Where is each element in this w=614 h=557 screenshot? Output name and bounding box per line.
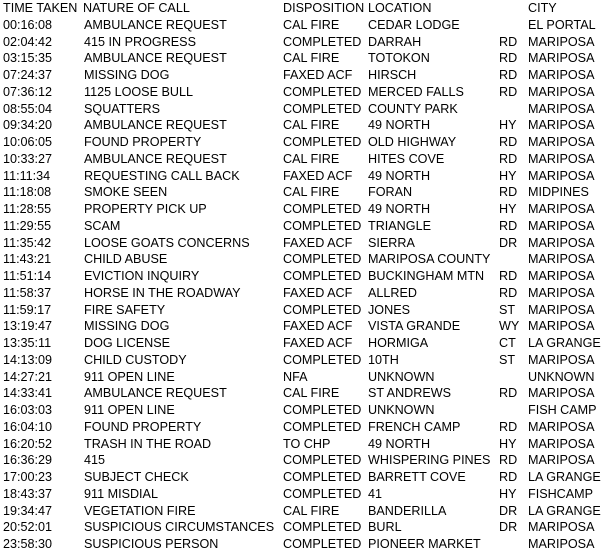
cell-street-suffix: RD bbox=[499, 84, 518, 99]
table-row bbox=[0, 536, 614, 553]
table-row bbox=[0, 34, 614, 51]
cell-street-suffix: CT bbox=[499, 336, 516, 350]
cell-nature-of-call: REQUESTING CALL BACK bbox=[84, 168, 240, 183]
cell-city: MARIPOSA bbox=[528, 135, 595, 149]
table-row bbox=[0, 503, 614, 520]
cell-city: UNKNOWN bbox=[528, 369, 595, 384]
cell-location: COUNTY PARK bbox=[368, 101, 458, 116]
cell-nature-of-call: VEGETATION FIRE bbox=[84, 503, 196, 518]
cell-city: FISHCAMP bbox=[528, 486, 594, 501]
cell-street-suffix: ST bbox=[499, 302, 516, 317]
cell-city: MARIPOSA bbox=[528, 84, 595, 99]
table-row bbox=[0, 218, 614, 235]
cell-nature-of-call: AMBULANCE REQUEST bbox=[84, 151, 227, 166]
cell-disposition: CAL FIRE bbox=[283, 386, 340, 401]
cell-time-taken: 18:43:37 bbox=[3, 486, 53, 501]
cell-street-suffix: RD bbox=[499, 185, 518, 200]
cell-time-taken: 13:35:11 bbox=[3, 336, 52, 350]
cell-time-taken: 16:03:03 bbox=[3, 403, 53, 417]
cell-street-suffix: HY bbox=[499, 118, 517, 133]
cell-street-suffix: RD bbox=[499, 269, 518, 283]
cell-city: MARIPOSA bbox=[528, 319, 595, 334]
table-row bbox=[0, 168, 614, 185]
cell-street-suffix: RD bbox=[499, 218, 518, 233]
cell-time-taken: 11:29:55 bbox=[3, 218, 52, 233]
cell-nature-of-call: AMBULANCE REQUEST bbox=[84, 17, 227, 32]
cell-location: BURL bbox=[368, 520, 402, 535]
table-row bbox=[0, 251, 614, 268]
cell-city: MARIPOSA bbox=[528, 218, 595, 233]
table-row bbox=[0, 486, 614, 503]
cell-city: MIDPINES bbox=[528, 185, 589, 200]
cell-location: UNKNOWN bbox=[368, 369, 435, 384]
cell-street-suffix: RD bbox=[499, 68, 518, 82]
cell-nature-of-call: AMBULANCE REQUEST bbox=[84, 386, 227, 401]
cell-city: MARIPOSA bbox=[528, 520, 595, 535]
table-row bbox=[0, 469, 614, 486]
cell-location: 49 NORTH bbox=[368, 436, 431, 451]
cell-city: LA GRANGE bbox=[528, 503, 601, 518]
cell-disposition: COMPLETED bbox=[283, 403, 362, 417]
table-row bbox=[0, 134, 614, 151]
table-row bbox=[0, 436, 614, 453]
table-row bbox=[0, 285, 614, 302]
cell-location: FORAN bbox=[368, 185, 413, 200]
cell-city: MARIPOSA bbox=[528, 168, 595, 183]
cell-street-suffix: RD bbox=[499, 135, 518, 149]
cell-location: HITES COVE bbox=[368, 151, 445, 166]
cell-nature-of-call: DOG LICENSE bbox=[84, 336, 171, 350]
cell-time-taken: 23:58:30 bbox=[3, 537, 53, 551]
cell-disposition: COMPLETED bbox=[283, 302, 362, 317]
cell-disposition: COMPLETED bbox=[283, 537, 362, 551]
cell-disposition: CAL FIRE bbox=[283, 151, 340, 166]
cell-location: SIERRA bbox=[368, 235, 415, 250]
cell-city: MARIPOSA bbox=[528, 252, 595, 267]
cell-city: LA GRANGE bbox=[528, 336, 601, 350]
cell-time-taken: 00:16:08 bbox=[3, 17, 53, 32]
cell-disposition: COMPLETED bbox=[283, 202, 362, 216]
cell-nature-of-call: SUSPICIOUS PERSON bbox=[84, 537, 219, 551]
cell-street-suffix: RD bbox=[499, 453, 518, 468]
table-row bbox=[0, 84, 614, 101]
cell-nature-of-call: FOUND PROPERTY bbox=[84, 419, 202, 434]
cell-location: 49 NORTH bbox=[368, 168, 431, 183]
cell-disposition: FAXED ACF bbox=[283, 285, 353, 300]
cell-location: HIRSCH bbox=[368, 68, 417, 82]
cell-time-taken: 17:00:23 bbox=[3, 470, 53, 484]
cell-disposition: COMPLETED bbox=[283, 470, 362, 484]
table-row bbox=[0, 369, 614, 386]
cell-time-taken: 14:13:09 bbox=[3, 352, 53, 367]
cell-time-taken: 02:04:42 bbox=[3, 34, 53, 49]
table-row bbox=[0, 67, 614, 84]
cell-nature-of-call: SMOKE SEEN bbox=[84, 185, 168, 200]
cell-location: 10TH bbox=[368, 352, 399, 367]
cell-nature-of-call: 415 IN PROGRESS bbox=[84, 34, 196, 49]
table-row bbox=[0, 335, 614, 352]
cell-street-suffix: HY bbox=[499, 168, 517, 183]
table-row bbox=[0, 268, 614, 285]
cell-street-suffix: RD bbox=[499, 34, 518, 49]
cell-street-suffix: RD bbox=[499, 419, 518, 434]
cell-street-suffix: DR bbox=[499, 520, 518, 535]
cell-city: MARIPOSA bbox=[528, 34, 595, 49]
cell-nature-of-call: PROPERTY PICK UP bbox=[84, 202, 207, 216]
cell-street-suffix: ST bbox=[499, 352, 516, 367]
cell-disposition: FAXED ACF bbox=[283, 336, 353, 350]
cell-disposition: COMPLETED bbox=[283, 84, 362, 99]
cell-time-taken: 11:51:14 bbox=[3, 269, 52, 283]
table-row bbox=[0, 17, 614, 34]
table-row bbox=[0, 402, 614, 419]
table-row bbox=[0, 385, 614, 402]
header-time-taken: TIME TAKEN bbox=[3, 1, 78, 15]
cell-time-taken: 13:19:47 bbox=[3, 319, 53, 334]
cell-nature-of-call: 911 OPEN LINE bbox=[84, 369, 175, 384]
cell-city: MARIPOSA bbox=[528, 68, 595, 82]
cell-city: MARIPOSA bbox=[528, 202, 595, 216]
cell-city: MARIPOSA bbox=[528, 419, 595, 434]
cell-street-suffix: WY bbox=[499, 319, 520, 334]
header-disposition: DISPOSITION bbox=[283, 1, 365, 15]
cell-location: MARIPOSA COUNTY bbox=[368, 252, 491, 267]
header-location: LOCATION bbox=[368, 1, 432, 15]
cell-city: MARIPOSA bbox=[528, 101, 595, 116]
cell-city: MARIPOSA bbox=[528, 285, 595, 300]
cell-street-suffix: RD bbox=[499, 470, 518, 484]
cell-street-suffix: DR bbox=[499, 235, 518, 250]
cell-time-taken: 11:35:42 bbox=[3, 235, 52, 250]
cell-nature-of-call: SUBJECT CHECK bbox=[84, 470, 189, 484]
cell-street-suffix: RD bbox=[499, 151, 518, 166]
cell-nature-of-call: SQUATTERS bbox=[84, 101, 161, 116]
cell-disposition: COMPLETED bbox=[283, 352, 362, 367]
cell-nature-of-call: LOOSE GOATS CONCERNS bbox=[84, 235, 250, 250]
cell-nature-of-call: HORSE IN THE ROADWAY bbox=[84, 285, 241, 300]
cell-city: MARIPOSA bbox=[528, 151, 595, 166]
table-row bbox=[0, 302, 614, 319]
cell-city: MARIPOSA bbox=[528, 386, 595, 401]
cell-disposition: COMPLETED bbox=[283, 486, 362, 501]
cell-time-taken: 11:28:55 bbox=[3, 202, 52, 216]
cell-time-taken: 11:58:37 bbox=[3, 285, 52, 300]
cell-location: 49 NORTH bbox=[368, 118, 431, 133]
cell-time-taken: 19:34:47 bbox=[3, 503, 53, 518]
table-body bbox=[0, 17, 614, 553]
cell-disposition: COMPLETED bbox=[283, 453, 362, 468]
cell-location: 49 NORTH bbox=[368, 202, 431, 216]
cell-disposition: FAXED ACF bbox=[283, 319, 353, 334]
cell-time-taken: 09:34:20 bbox=[3, 118, 53, 133]
cell-disposition: COMPLETED bbox=[283, 252, 362, 267]
cell-disposition: COMPLETED bbox=[283, 520, 362, 535]
cell-time-taken: 08:55:04 bbox=[3, 101, 53, 116]
cell-time-taken: 10:33:27 bbox=[3, 151, 53, 166]
cell-location: TOTOKON bbox=[368, 51, 430, 66]
cell-location: UNKNOWN bbox=[368, 403, 435, 417]
cell-city: MARIPOSA bbox=[528, 269, 595, 283]
table-row bbox=[0, 151, 614, 168]
cell-nature-of-call: 911 OPEN LINE bbox=[84, 403, 175, 417]
cell-nature-of-call: CHILD ABUSE bbox=[84, 252, 168, 267]
cell-location: BANDERILLA bbox=[368, 503, 447, 518]
cell-street-suffix: RD bbox=[499, 285, 518, 300]
cell-disposition: FAXED ACF bbox=[283, 68, 353, 82]
cell-nature-of-call: AMBULANCE REQUEST bbox=[84, 118, 227, 133]
cell-city: MARIPOSA bbox=[528, 352, 595, 367]
cell-time-taken: 03:15:35 bbox=[3, 51, 53, 66]
table-row bbox=[0, 318, 614, 335]
cell-location: JONES bbox=[368, 302, 410, 317]
cell-disposition: COMPLETED bbox=[283, 218, 362, 233]
cell-nature-of-call: 911 MISDIAL bbox=[84, 486, 158, 501]
cell-nature-of-call: TRASH IN THE ROAD bbox=[84, 436, 212, 451]
table-row bbox=[0, 235, 614, 252]
cell-time-taken: 07:24:37 bbox=[3, 68, 53, 82]
cell-nature-of-call: CHILD CUSTODY bbox=[84, 352, 187, 367]
cell-location: TRIANGLE bbox=[368, 218, 431, 233]
table-row bbox=[0, 452, 614, 469]
cell-city: MARIPOSA bbox=[528, 302, 595, 317]
cell-disposition: CAL FIRE bbox=[283, 185, 340, 200]
cell-time-taken: 11:43:21 bbox=[3, 252, 52, 267]
table-row bbox=[0, 117, 614, 134]
cell-location: ST ANDREWS bbox=[368, 386, 452, 401]
cell-nature-of-call: SUSPICIOUS CIRCUMSTANCES bbox=[84, 520, 275, 535]
cell-time-taken: 10:06:05 bbox=[3, 135, 53, 149]
cell-nature-of-call: 415 bbox=[84, 453, 106, 468]
cell-city: MARIPOSA bbox=[528, 537, 595, 551]
cell-time-taken: 11:18:08 bbox=[3, 185, 52, 200]
cell-disposition: CAL FIRE bbox=[283, 17, 340, 32]
cell-time-taken: 07:36:12 bbox=[3, 84, 53, 99]
cell-time-taken: 14:33:41 bbox=[3, 386, 53, 401]
table-row bbox=[0, 352, 614, 369]
table-row bbox=[0, 419, 614, 436]
cell-disposition: FAXED ACF bbox=[283, 235, 353, 250]
header-city: CITY bbox=[528, 1, 557, 15]
cell-location: BARRETT COVE bbox=[368, 470, 466, 484]
cell-nature-of-call: 1125 LOOSE BULL bbox=[84, 84, 193, 99]
cell-time-taken: 16:36:29 bbox=[3, 453, 53, 468]
cell-time-taken: 16:04:10 bbox=[3, 419, 53, 434]
cell-nature-of-call: MISSING DOG bbox=[84, 319, 170, 334]
cell-location: CEDAR LODGE bbox=[368, 17, 460, 32]
cell-city: MARIPOSA bbox=[528, 436, 595, 451]
cell-street-suffix: HY bbox=[499, 436, 517, 451]
cell-city: EL PORTAL bbox=[528, 17, 596, 32]
table-row bbox=[0, 519, 614, 536]
cell-nature-of-call: FOUND PROPERTY bbox=[84, 135, 202, 149]
cell-location: OLD HIGHWAY bbox=[368, 135, 457, 149]
cell-disposition: COMPLETED bbox=[283, 34, 362, 49]
cell-disposition: CAL FIRE bbox=[283, 118, 340, 133]
cell-disposition: COMPLETED bbox=[283, 269, 362, 283]
cell-disposition: TO CHP bbox=[283, 436, 331, 451]
cell-disposition: NFA bbox=[283, 369, 308, 384]
cell-disposition: CAL FIRE bbox=[283, 503, 340, 518]
cell-street-suffix: RD bbox=[499, 386, 518, 401]
cell-nature-of-call: EVICTION INQUIRY bbox=[84, 269, 200, 283]
cell-time-taken: 20:52:01 bbox=[3, 520, 53, 535]
cell-city: MARIPOSA bbox=[528, 235, 595, 250]
cell-time-taken: 16:20:52 bbox=[3, 436, 53, 451]
cell-street-suffix: DR bbox=[499, 503, 518, 518]
cell-disposition: COMPLETED bbox=[283, 101, 362, 116]
table-header bbox=[0, 0, 614, 17]
cell-time-taken: 11:59:17 bbox=[3, 302, 52, 317]
cell-disposition: CAL FIRE bbox=[283, 51, 340, 66]
cell-disposition: COMPLETED bbox=[283, 419, 362, 434]
cell-nature-of-call: SCAM bbox=[84, 218, 121, 233]
table-row bbox=[0, 184, 614, 201]
cell-city: LA GRANGE bbox=[528, 470, 601, 484]
cell-location: MERCED FALLS bbox=[368, 84, 464, 99]
cell-street-suffix: HY bbox=[499, 486, 517, 501]
cell-city: FISH CAMP bbox=[528, 403, 597, 417]
table-row bbox=[0, 101, 614, 118]
cell-city: MARIPOSA bbox=[528, 453, 595, 468]
cell-street-suffix: HY bbox=[499, 202, 517, 216]
cell-nature-of-call: FIRE SAFETY bbox=[84, 302, 166, 317]
table-row bbox=[0, 50, 614, 67]
cell-location: DARRAH bbox=[368, 34, 422, 49]
cell-city: MARIPOSA bbox=[528, 51, 595, 66]
cell-street-suffix: RD bbox=[499, 51, 518, 66]
cell-city: MARIPOSA bbox=[528, 118, 595, 133]
cell-disposition: FAXED ACF bbox=[283, 168, 353, 183]
cell-location: VISTA GRANDE bbox=[368, 319, 461, 334]
cell-location: 41 bbox=[368, 486, 383, 501]
cell-location: ALLRED bbox=[368, 285, 417, 300]
table-row bbox=[0, 201, 614, 218]
cell-location: PIONEER MARKET bbox=[368, 537, 481, 551]
cell-disposition: COMPLETED bbox=[283, 135, 362, 149]
cell-time-taken: 14:27:21 bbox=[3, 369, 53, 384]
cell-time-taken: 11:11:34 bbox=[3, 168, 51, 183]
header-nature-of-call: NATURE OF CALL bbox=[83, 1, 190, 15]
cell-location: HORMIGA bbox=[368, 336, 429, 350]
cell-nature-of-call: MISSING DOG bbox=[84, 68, 170, 82]
cell-nature-of-call: AMBULANCE REQUEST bbox=[84, 51, 227, 66]
cell-location: FRENCH CAMP bbox=[368, 419, 461, 434]
cell-location: WHISPERING PINES bbox=[368, 453, 491, 468]
cell-location: BUCKINGHAM MTN bbox=[368, 269, 485, 283]
